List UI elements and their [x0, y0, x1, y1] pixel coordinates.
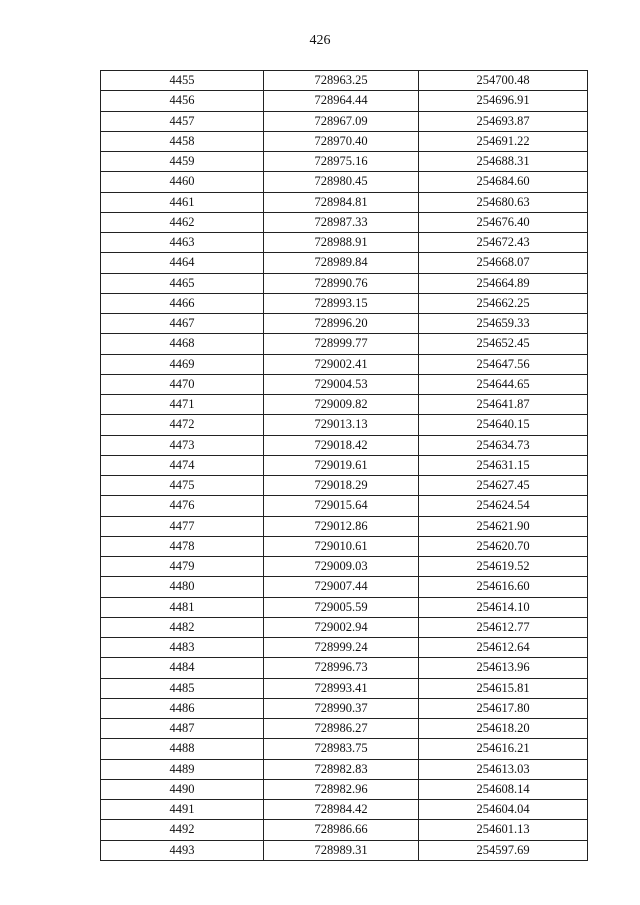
- point-number-cell: 4473: [101, 435, 264, 455]
- y-coordinate-cell: 254659.33: [419, 314, 588, 334]
- point-number-cell: 4466: [101, 293, 264, 313]
- x-coordinate-cell: 728984.81: [264, 192, 419, 212]
- x-coordinate-cell: 728964.44: [264, 91, 419, 111]
- y-coordinate-cell: 254627.45: [419, 476, 588, 496]
- x-coordinate-cell: 728970.40: [264, 131, 419, 151]
- table-row: [101, 476, 588, 496]
- page-number: 426: [309, 33, 331, 48]
- point-number-cell: 4465: [101, 273, 264, 293]
- point-number-cell: 4476: [101, 496, 264, 516]
- table-row: [101, 71, 588, 91]
- y-coordinate-cell: 254613.03: [419, 759, 588, 779]
- x-coordinate-cell: 729005.59: [264, 597, 419, 617]
- y-coordinate-cell: 254616.21: [419, 739, 588, 759]
- table-row: [101, 192, 588, 212]
- point-number-cell: 4485: [101, 678, 264, 698]
- point-number-cell: 4492: [101, 820, 264, 840]
- y-coordinate-cell: 254612.64: [419, 638, 588, 658]
- x-coordinate-cell: 728987.33: [264, 212, 419, 232]
- y-coordinate-cell: 254621.90: [419, 516, 588, 536]
- table-row: [101, 516, 588, 536]
- x-coordinate-cell: 728993.41: [264, 678, 419, 698]
- y-coordinate-cell: 254618.20: [419, 719, 588, 739]
- table-row: [101, 111, 588, 131]
- y-coordinate-cell: 254652.45: [419, 334, 588, 354]
- table-row: [101, 435, 588, 455]
- point-number-cell: 4484: [101, 658, 264, 678]
- table-row: [101, 577, 588, 597]
- table-row: [101, 395, 588, 415]
- table-row: [101, 739, 588, 759]
- y-coordinate-cell: 254601.13: [419, 820, 588, 840]
- x-coordinate-cell: 728989.84: [264, 253, 419, 273]
- x-coordinate-cell: 728999.77: [264, 334, 419, 354]
- y-coordinate-cell: 254691.22: [419, 131, 588, 151]
- table-row: [101, 152, 588, 172]
- y-coordinate-cell: 254672.43: [419, 233, 588, 253]
- table-row: [101, 638, 588, 658]
- y-coordinate-cell: 254700.48: [419, 71, 588, 91]
- table-row: [101, 800, 588, 820]
- x-coordinate-cell: 728996.73: [264, 658, 419, 678]
- x-coordinate-cell: 729002.94: [264, 617, 419, 637]
- table-row: [101, 172, 588, 192]
- x-coordinate-cell: 729019.61: [264, 455, 419, 475]
- table-row: [101, 698, 588, 718]
- table-row: [101, 557, 588, 577]
- table-row: [101, 212, 588, 232]
- table-row: [101, 820, 588, 840]
- y-coordinate-cell: 254614.10: [419, 597, 588, 617]
- y-coordinate-cell: 254693.87: [419, 111, 588, 131]
- y-coordinate-cell: 254619.52: [419, 557, 588, 577]
- table-row: [101, 415, 588, 435]
- point-number-cell: 4464: [101, 253, 264, 273]
- table-row: [101, 719, 588, 739]
- point-number-cell: 4487: [101, 719, 264, 739]
- y-coordinate-cell: 254644.65: [419, 374, 588, 394]
- x-coordinate-cell: 728996.20: [264, 314, 419, 334]
- y-coordinate-cell: 254662.25: [419, 293, 588, 313]
- point-number-cell: 4479: [101, 557, 264, 577]
- x-coordinate-cell: 728999.24: [264, 638, 419, 658]
- x-coordinate-cell: 728975.16: [264, 152, 419, 172]
- table-row: [101, 233, 588, 253]
- x-coordinate-cell: 729002.41: [264, 354, 419, 374]
- table-row: [101, 253, 588, 273]
- point-number-cell: 4468: [101, 334, 264, 354]
- x-coordinate-cell: 729004.53: [264, 374, 419, 394]
- y-coordinate-cell: 254604.04: [419, 800, 588, 820]
- point-number-cell: 4463: [101, 233, 264, 253]
- point-number-cell: 4482: [101, 617, 264, 637]
- x-coordinate-cell: 728990.37: [264, 698, 419, 718]
- y-coordinate-cell: 254597.69: [419, 840, 588, 860]
- table-row: [101, 496, 588, 516]
- point-number-cell: 4469: [101, 354, 264, 374]
- y-coordinate-cell: 254664.89: [419, 273, 588, 293]
- point-number-cell: 4459: [101, 152, 264, 172]
- x-coordinate-cell: 729009.82: [264, 395, 419, 415]
- table-row: [101, 455, 588, 475]
- point-number-cell: 4493: [101, 840, 264, 860]
- table-row: [101, 840, 588, 860]
- x-coordinate-cell: 729013.13: [264, 415, 419, 435]
- x-coordinate-cell: 728993.15: [264, 293, 419, 313]
- point-number-cell: 4478: [101, 536, 264, 556]
- table-row: [101, 759, 588, 779]
- table-row: [101, 779, 588, 799]
- point-number-cell: 4491: [101, 800, 264, 820]
- x-coordinate-cell: 728990.76: [264, 273, 419, 293]
- x-coordinate-cell: 728967.09: [264, 111, 419, 131]
- point-number-cell: 4486: [101, 698, 264, 718]
- x-coordinate-cell: 729018.42: [264, 435, 419, 455]
- point-number-cell: 4460: [101, 172, 264, 192]
- point-number-cell: 4461: [101, 192, 264, 212]
- point-number-cell: 4481: [101, 597, 264, 617]
- point-number-cell: 4462: [101, 212, 264, 232]
- y-coordinate-cell: 254615.81: [419, 678, 588, 698]
- point-number-cell: 4483: [101, 638, 264, 658]
- y-coordinate-cell: 254647.56: [419, 354, 588, 374]
- y-coordinate-cell: 254696.91: [419, 91, 588, 111]
- table-row: [101, 536, 588, 556]
- y-coordinate-cell: 254680.63: [419, 192, 588, 212]
- x-coordinate-cell: 728989.31: [264, 840, 419, 860]
- coordinates-table: [100, 70, 588, 861]
- y-coordinate-cell: 254688.31: [419, 152, 588, 172]
- y-coordinate-cell: 254684.60: [419, 172, 588, 192]
- x-coordinate-cell: 729012.86: [264, 516, 419, 536]
- table-row: [101, 273, 588, 293]
- table-row: [101, 658, 588, 678]
- point-number-cell: 4490: [101, 779, 264, 799]
- table-row: [101, 314, 588, 334]
- y-coordinate-cell: 254634.73: [419, 435, 588, 455]
- point-number-cell: 4456: [101, 91, 264, 111]
- table-row: [101, 354, 588, 374]
- y-coordinate-cell: 254617.80: [419, 698, 588, 718]
- coordinates-table-body: [101, 71, 588, 861]
- table-row: [101, 131, 588, 151]
- x-coordinate-cell: 728986.66: [264, 820, 419, 840]
- x-coordinate-cell: 728986.27: [264, 719, 419, 739]
- y-coordinate-cell: 254608.14: [419, 779, 588, 799]
- point-number-cell: 4455: [101, 71, 264, 91]
- x-coordinate-cell: 728988.91: [264, 233, 419, 253]
- y-coordinate-cell: 254641.87: [419, 395, 588, 415]
- point-number-cell: 4457: [101, 111, 264, 131]
- table-row: [101, 678, 588, 698]
- table-row: [101, 597, 588, 617]
- point-number-cell: 4472: [101, 415, 264, 435]
- x-coordinate-cell: 729009.03: [264, 557, 419, 577]
- x-coordinate-cell: 728963.25: [264, 71, 419, 91]
- table-row: [101, 91, 588, 111]
- point-number-cell: 4467: [101, 314, 264, 334]
- x-coordinate-cell: 729018.29: [264, 476, 419, 496]
- point-number-cell: 4480: [101, 577, 264, 597]
- x-coordinate-cell: 728983.75: [264, 739, 419, 759]
- point-number-cell: 4471: [101, 395, 264, 415]
- x-coordinate-cell: 728982.96: [264, 779, 419, 799]
- table-row: [101, 334, 588, 354]
- point-number-cell: 4474: [101, 455, 264, 475]
- point-number-cell: 4488: [101, 739, 264, 759]
- x-coordinate-cell: 729007.44: [264, 577, 419, 597]
- x-coordinate-cell: 729015.64: [264, 496, 419, 516]
- y-coordinate-cell: 254620.70: [419, 536, 588, 556]
- table-row: [101, 293, 588, 313]
- y-coordinate-cell: 254624.54: [419, 496, 588, 516]
- point-number-cell: 4475: [101, 476, 264, 496]
- point-number-cell: 4458: [101, 131, 264, 151]
- y-coordinate-cell: 254668.07: [419, 253, 588, 273]
- point-number-cell: 4477: [101, 516, 264, 536]
- y-coordinate-cell: 254612.77: [419, 617, 588, 637]
- x-coordinate-cell: 728984.42: [264, 800, 419, 820]
- point-number-cell: 4470: [101, 374, 264, 394]
- y-coordinate-cell: 254676.40: [419, 212, 588, 232]
- x-coordinate-cell: 728980.45: [264, 172, 419, 192]
- x-coordinate-cell: 728982.83: [264, 759, 419, 779]
- y-coordinate-cell: 254616.60: [419, 577, 588, 597]
- point-number-cell: 4489: [101, 759, 264, 779]
- y-coordinate-cell: 254613.96: [419, 658, 588, 678]
- table-row: [101, 374, 588, 394]
- y-coordinate-cell: 254631.15: [419, 455, 588, 475]
- table-row: [101, 617, 588, 637]
- x-coordinate-cell: 729010.61: [264, 536, 419, 556]
- y-coordinate-cell: 254640.15: [419, 415, 588, 435]
